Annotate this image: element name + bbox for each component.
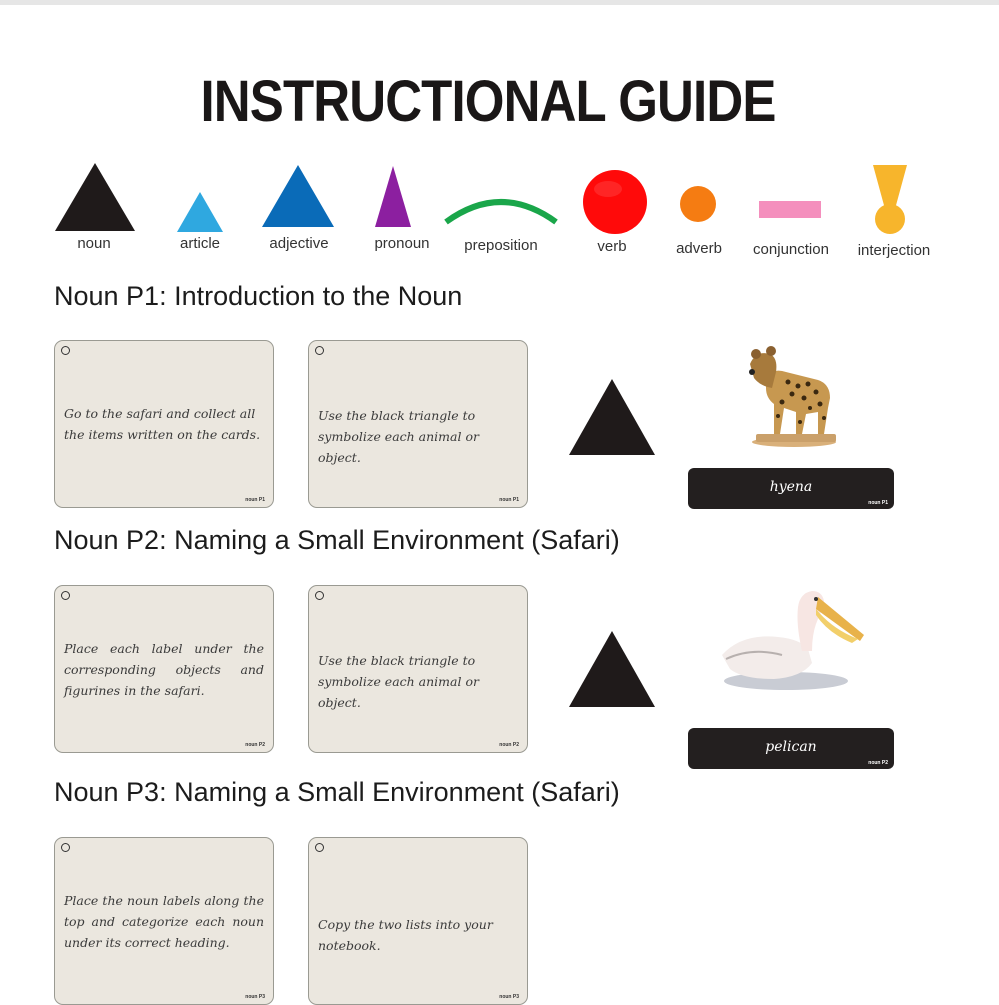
task-card xyxy=(308,340,528,508)
article-symbol-icon xyxy=(176,191,224,233)
card-text: Go to the safari and collect all the items written on the cards. xyxy=(64,406,261,442)
task-card xyxy=(308,837,528,1005)
black-triangle-icon xyxy=(568,378,656,456)
symbol-label-interjection: interjection xyxy=(857,242,931,259)
card-tag: noun P1 xyxy=(245,497,265,503)
pelican-figurine xyxy=(712,585,868,693)
card-tag: noun P3 xyxy=(245,994,265,1000)
card-hole xyxy=(315,591,324,600)
card-text: Place the noun labels along the top and categorize each noun under its correct heading. xyxy=(64,893,264,950)
noun-label-card xyxy=(688,728,894,769)
symbol-label-pronoun: pronoun xyxy=(374,235,430,252)
adjective-symbol-icon xyxy=(261,164,335,228)
task-card xyxy=(54,585,274,753)
task-card xyxy=(308,585,528,753)
conjunction-symbol-icon xyxy=(759,201,821,218)
card-tag: noun P3 xyxy=(499,994,519,1000)
symbol-label-adjective: adjective xyxy=(269,235,329,252)
adverb-symbol-icon xyxy=(679,185,717,223)
symbol-label-preposition: preposition xyxy=(464,237,538,254)
symbol-label-article: article xyxy=(179,235,220,252)
top-edge xyxy=(0,0,999,5)
page-title: INSTRUCTIONAL GUIDE xyxy=(200,69,776,134)
card-tag: noun P2 xyxy=(499,742,519,748)
card-text: Use the black triangle to symbolize each animal or object. xyxy=(318,408,479,465)
hyena-figurine xyxy=(744,346,838,448)
verb-symbol-icon xyxy=(582,169,648,235)
noun-label-card xyxy=(688,468,894,509)
card-text: Copy the two lists into your notebook. xyxy=(318,917,493,953)
card-hole xyxy=(315,346,324,355)
symbol-label-noun: noun xyxy=(77,235,111,252)
card-tag: noun P2 xyxy=(245,742,265,748)
noun-label-tag: noun P2 xyxy=(868,760,888,766)
symbol-label-verb: verb xyxy=(597,238,627,255)
black-triangle-icon xyxy=(568,630,656,708)
task-card xyxy=(54,340,274,508)
noun-label-tag: noun P1 xyxy=(868,500,888,506)
card-tag: noun P1 xyxy=(499,497,519,503)
card-hole xyxy=(61,346,70,355)
symbol-label-conjunction: conjunction xyxy=(753,241,829,258)
card-text: Use the black triangle to symbolize each animal or object. xyxy=(318,653,479,710)
symbol-label-adverb: adverb xyxy=(676,240,722,257)
noun-label-word: pelican xyxy=(765,739,817,755)
section-title-noun-p2: Noun P2: Naming a Small Environment (Safari) xyxy=(54,525,620,555)
card-hole xyxy=(61,591,70,600)
card-text: Place each label under the corresponding objects and figurines in the safari. xyxy=(64,641,264,698)
task-card xyxy=(54,837,274,1005)
card-hole xyxy=(61,843,70,852)
pronoun-symbol-icon xyxy=(374,165,412,228)
preposition-symbol-icon xyxy=(442,194,560,226)
section-title-noun-p3: Noun P3: Naming a Small Environment (Safari) xyxy=(54,777,620,807)
noun-symbol-icon xyxy=(54,162,136,232)
interjection-symbol-icon xyxy=(871,163,909,237)
card-hole xyxy=(315,843,324,852)
section-title-noun-p1: Noun P1: Introduction to the Noun xyxy=(54,281,463,311)
noun-label-word: hyena xyxy=(769,479,813,495)
